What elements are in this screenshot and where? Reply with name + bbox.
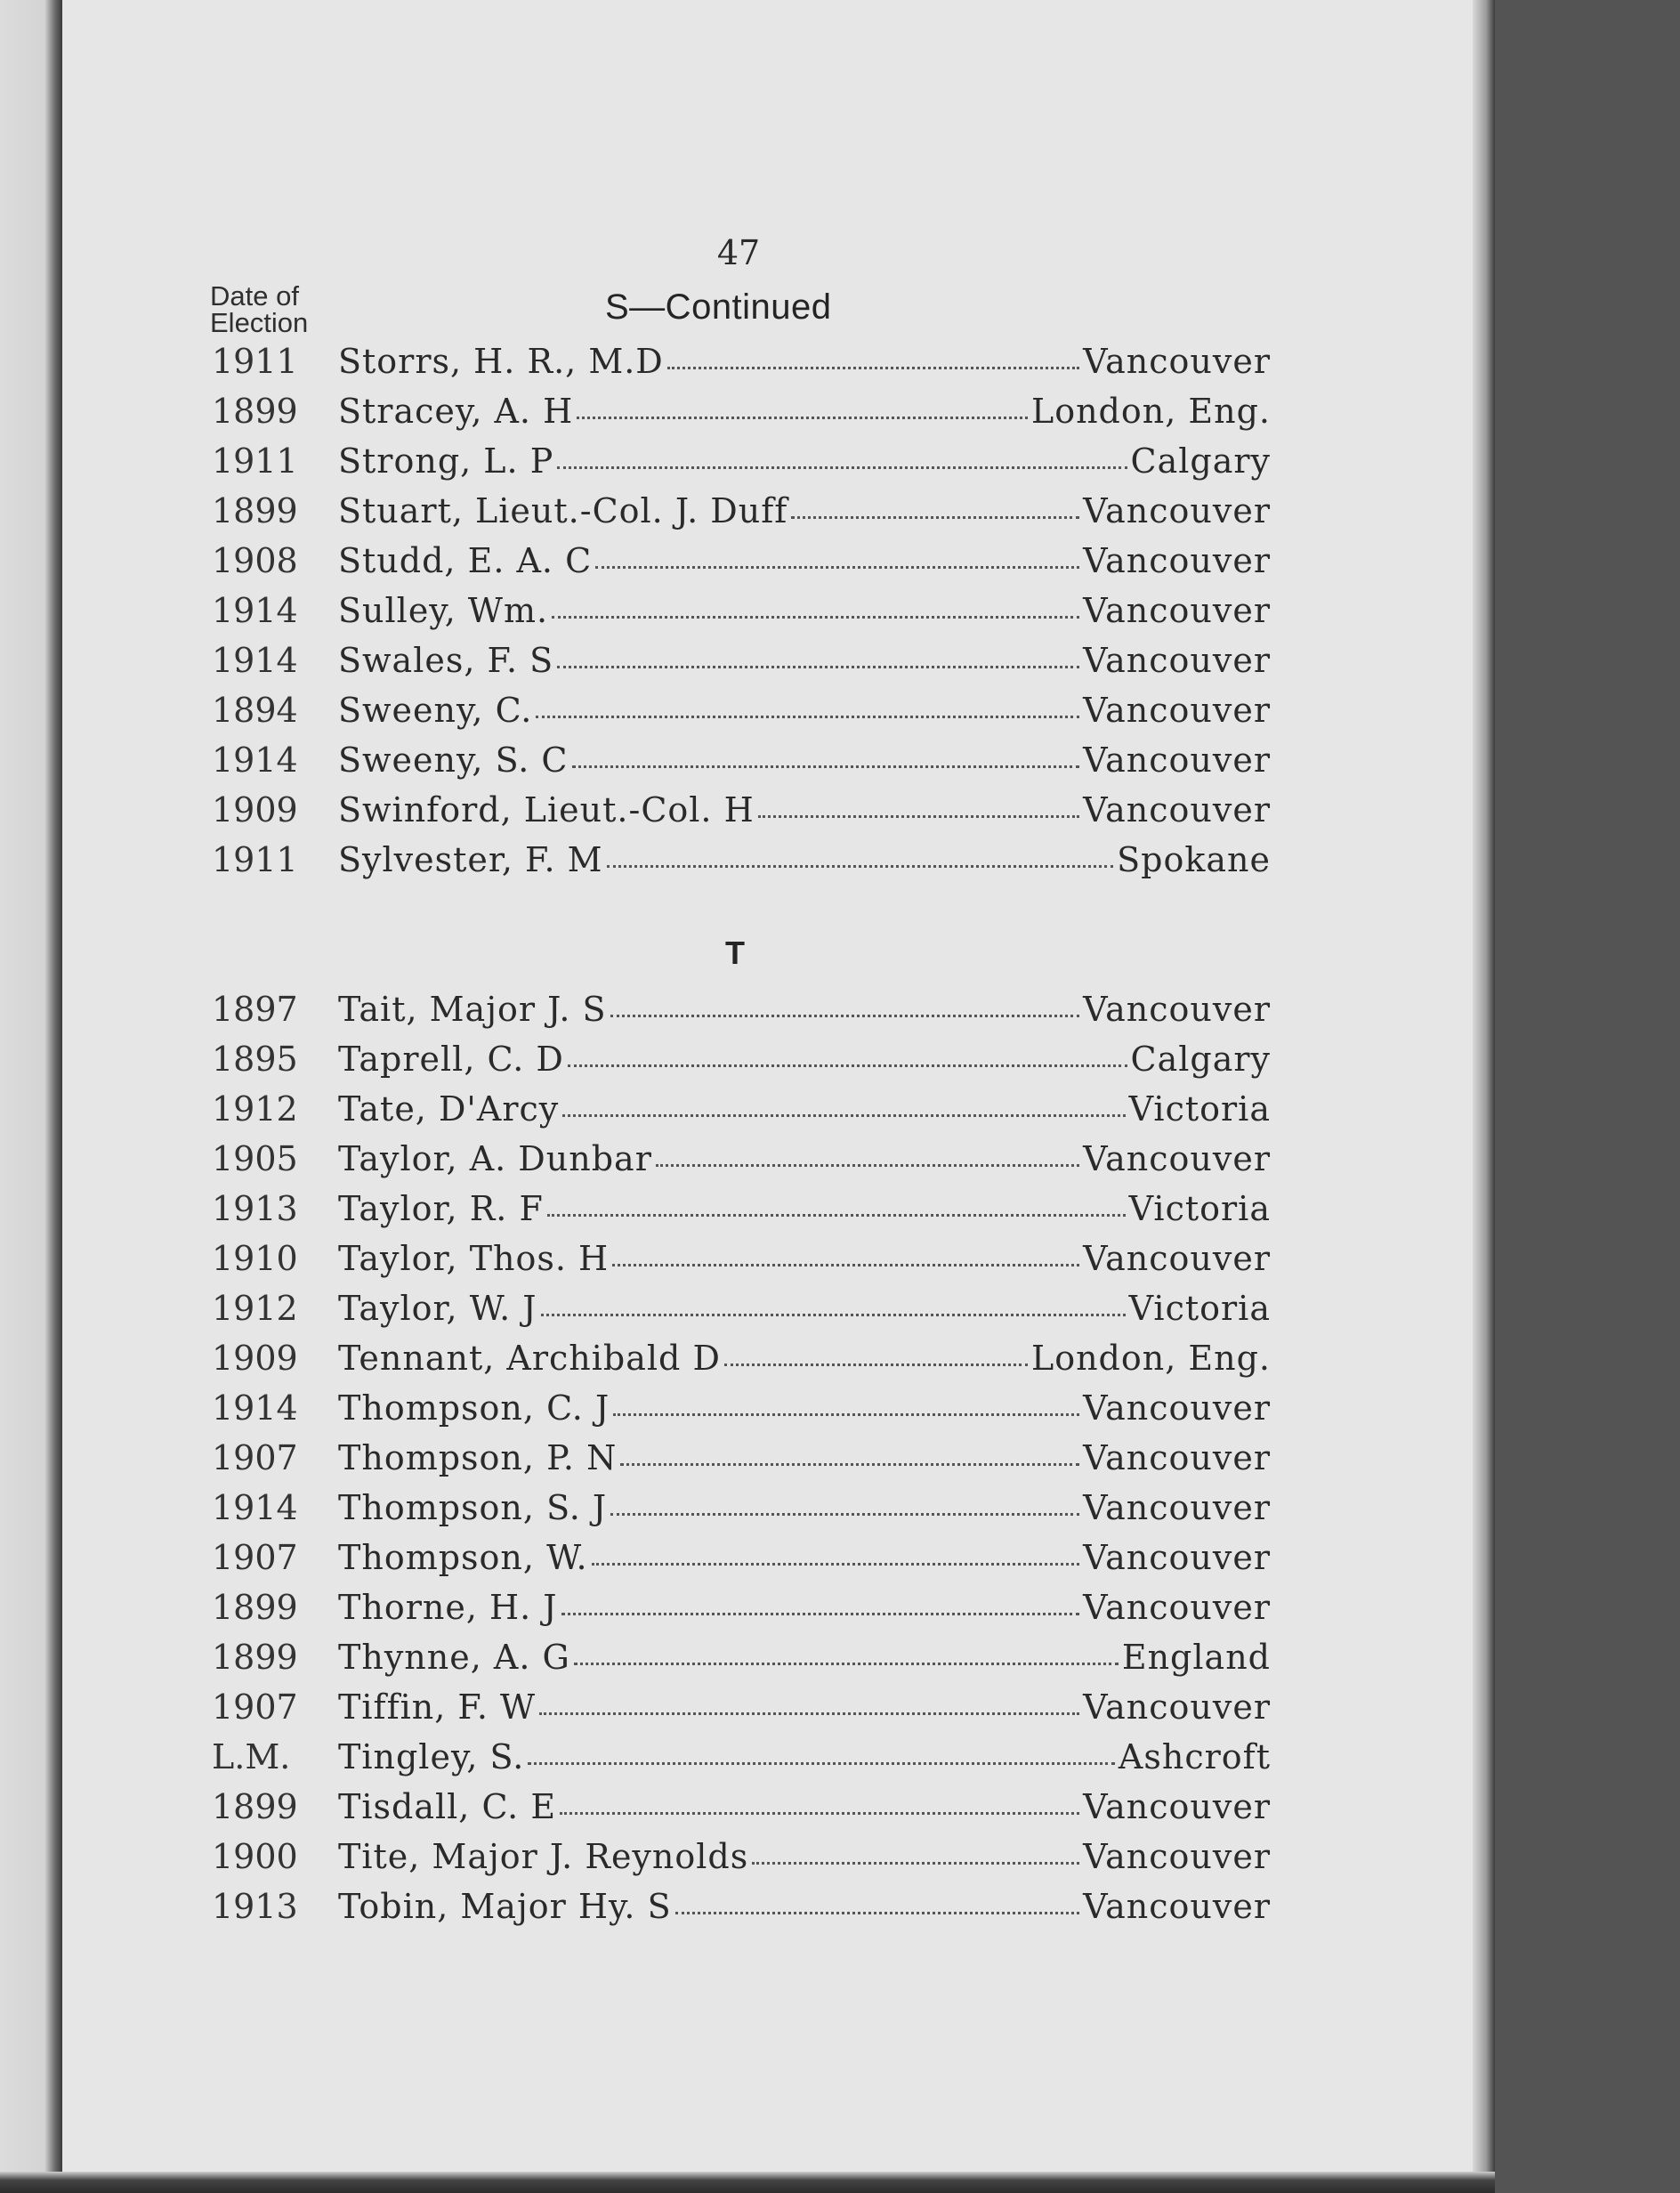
dot-leader [568, 1064, 1127, 1067]
list-item [212, 1488, 1271, 1538]
list-item [212, 1139, 1271, 1189]
section-s-list [212, 342, 1271, 890]
member-name: Storrs, H. R., M.D [338, 342, 664, 381]
election-year: 1899 [212, 392, 298, 431]
list-item [212, 491, 1271, 541]
member-name: Taylor, Thos. H [338, 1239, 610, 1278]
list-item [212, 1687, 1271, 1737]
dot-leader [561, 1613, 1080, 1615]
election-year: 1911 [212, 840, 298, 879]
member-name: Taylor, R. F [338, 1189, 544, 1228]
date-of-election-heading [210, 280, 309, 338]
election-year: 1897 [212, 990, 298, 1029]
election-year: 1909 [212, 790, 298, 829]
election-year: 1907 [212, 1687, 298, 1727]
member-location: Vancouver [1083, 790, 1271, 829]
dot-leader [557, 466, 1127, 469]
list-item [212, 840, 1271, 890]
dot-leader [752, 1862, 1079, 1865]
election-year: 1905 [212, 1139, 298, 1178]
list-item [212, 1239, 1271, 1289]
election-year: 1914 [212, 1388, 298, 1428]
dot-leader [574, 1663, 1119, 1665]
member-location: England [1121, 1638, 1271, 1677]
dot-leader [562, 1114, 1125, 1117]
election-year: 1912 [212, 1289, 298, 1328]
member-location: Vancouver [1083, 541, 1271, 580]
election-year: 1914 [212, 740, 298, 780]
member-name: Sulley, Wm. [338, 591, 549, 630]
section-s-title: S—Continued [605, 287, 832, 327]
scanner-background [1495, 0, 1680, 2193]
dot-leader [595, 566, 1079, 569]
member-location: Vancouver [1083, 491, 1271, 530]
member-name: Sweeny, C. [338, 691, 533, 730]
dot-leader [791, 516, 1079, 519]
member-location: Victoria [1128, 1289, 1271, 1328]
member-location: Vancouver [1083, 1588, 1271, 1627]
list-item [212, 1089, 1271, 1139]
member-name: Swinford, Lieut.-Col. H [338, 790, 755, 829]
date-heading-line-2: Election [210, 307, 309, 338]
list-item [212, 1339, 1271, 1388]
election-year: 1910 [212, 1239, 298, 1278]
scan-bottom-edge [0, 2172, 1495, 2193]
member-name: Tennant, Archibald D [338, 1339, 721, 1378]
dot-leader [547, 1214, 1126, 1217]
member-location: Vancouver [1083, 591, 1271, 630]
election-year: 1914 [212, 1488, 298, 1527]
member-location: Victoria [1128, 1089, 1271, 1129]
list-item [212, 1837, 1271, 1887]
scan-left-margin [0, 0, 62, 2193]
member-location: Spokane [1117, 840, 1271, 879]
election-year: 1914 [212, 591, 298, 630]
election-year: 1900 [212, 1837, 298, 1876]
election-year: 1899 [212, 1588, 298, 1627]
member-name: Thompson, C. J [338, 1388, 610, 1428]
member-name: Tait, Major J. S [338, 990, 607, 1029]
dot-leader [610, 1015, 1080, 1017]
election-year: 1899 [212, 1787, 298, 1826]
dot-leader [667, 367, 1079, 369]
member-name: Thompson, P. N [338, 1438, 618, 1477]
dot-leader [557, 666, 1079, 668]
member-location: Vancouver [1083, 990, 1271, 1029]
member-name: Tite, Major J. Reynolds [338, 1837, 749, 1876]
election-year: 1911 [212, 342, 298, 381]
list-item [212, 1638, 1271, 1687]
member-location: Vancouver [1083, 1239, 1271, 1278]
dot-leader [656, 1164, 1079, 1167]
dot-leader [607, 865, 1114, 868]
member-location: London, Eng. [1030, 392, 1271, 431]
election-year: 1899 [212, 1638, 298, 1677]
member-location: Ashcroft [1118, 1737, 1271, 1776]
member-location: Calgary [1130, 1040, 1271, 1079]
dot-leader [577, 417, 1028, 419]
member-location: Vancouver [1083, 691, 1271, 730]
list-item [212, 1040, 1271, 1089]
election-year: 1907 [212, 1438, 298, 1477]
member-location: Vancouver [1083, 1488, 1271, 1527]
member-location: London, Eng. [1030, 1339, 1271, 1378]
list-item [212, 1388, 1271, 1438]
member-name: Thorne, H. J [338, 1588, 558, 1627]
member-location: Calgary [1130, 441, 1271, 481]
dot-leader [613, 1413, 1079, 1416]
member-location: Vancouver [1083, 1887, 1271, 1926]
list-item [212, 1438, 1271, 1488]
dot-leader [528, 1762, 1115, 1765]
election-year: 1895 [212, 1040, 298, 1079]
list-item [212, 1289, 1271, 1339]
election-year: 1907 [212, 1538, 298, 1577]
election-year: 1899 [212, 491, 298, 530]
member-name: Sylvester, F. M [338, 840, 603, 879]
member-name: Swales, F. S [338, 641, 554, 680]
list-item [212, 1189, 1271, 1239]
dot-leader [541, 1314, 1126, 1316]
member-name: Sweeny, S. C [338, 740, 569, 780]
list-item [212, 691, 1271, 740]
election-year: 1909 [212, 1339, 298, 1378]
member-location: Vancouver [1083, 1139, 1271, 1178]
list-item [212, 1588, 1271, 1638]
member-name: Taprell, C. D [338, 1040, 564, 1079]
election-year: 1894 [212, 691, 298, 730]
member-name: Strong, L. P [338, 441, 554, 481]
member-location: Vancouver [1083, 1837, 1271, 1876]
member-name: Thompson, W. [338, 1538, 588, 1577]
list-item [212, 1737, 1271, 1787]
list-item [212, 641, 1271, 691]
member-location: Vancouver [1083, 641, 1271, 680]
list-item [212, 990, 1271, 1040]
dot-leader [572, 765, 1080, 768]
dot-leader [612, 1264, 1079, 1266]
election-year: 1912 [212, 1089, 298, 1129]
list-item [212, 1887, 1271, 1937]
date-heading-line-1: Date of [210, 280, 299, 312]
list-item [212, 392, 1271, 441]
election-year: 1908 [212, 541, 298, 580]
list-item [212, 1538, 1271, 1588]
list-item [212, 591, 1271, 641]
dot-leader [539, 1712, 1079, 1715]
list-item [212, 1787, 1271, 1837]
dot-leader [536, 716, 1079, 718]
member-name: Taylor, W. J [338, 1289, 537, 1328]
member-name: Tobin, Major Hy. S [338, 1887, 672, 1926]
member-location: Vancouver [1083, 1787, 1271, 1826]
page-number: 47 [716, 233, 761, 272]
page-edge [1473, 0, 1495, 2193]
election-year: 1913 [212, 1189, 298, 1228]
member-name: Tiffin, F. W [338, 1687, 537, 1727]
member-location: Vancouver [1083, 740, 1271, 780]
dot-leader [620, 1463, 1079, 1466]
dot-leader [758, 815, 1079, 818]
member-name: Thompson, S. J [338, 1488, 608, 1527]
member-location: Vancouver [1083, 1388, 1271, 1428]
member-name: Taylor, A. Dunbar [338, 1139, 652, 1178]
election-year: 1913 [212, 1887, 298, 1926]
member-name: Tisdall, C. E [338, 1787, 557, 1826]
list-item [212, 441, 1271, 491]
list-item [212, 740, 1271, 790]
member-location: Vancouver [1083, 1538, 1271, 1577]
member-name: Stracey, A. H [338, 392, 574, 431]
member-name: Tingley, S. [338, 1737, 525, 1776]
member-location: Victoria [1128, 1189, 1271, 1228]
member-name: Thynne, A. G [338, 1638, 570, 1677]
election-year: L.M. [212, 1737, 291, 1776]
dot-leader [552, 616, 1079, 619]
member-location: Vancouver [1083, 342, 1271, 381]
dot-leader [610, 1513, 1079, 1516]
member-location: Vancouver [1083, 1687, 1271, 1727]
section-t-list [212, 990, 1271, 1937]
section-t-title: T [725, 935, 746, 971]
member-location: Vancouver [1083, 1438, 1271, 1477]
election-year: 1914 [212, 641, 298, 680]
member-name: Stuart, Lieut.-Col. J. Duff [338, 491, 788, 530]
dot-leader [592, 1563, 1080, 1566]
list-item [212, 790, 1271, 840]
dot-leader [724, 1364, 1028, 1366]
dot-leader [560, 1812, 1079, 1815]
dot-leader [675, 1912, 1080, 1914]
list-item [212, 541, 1271, 591]
member-name: Studd, E. A. C [338, 541, 593, 580]
list-item [212, 342, 1271, 392]
member-name: Tate, D'Arcy [338, 1089, 560, 1129]
election-year: 1911 [212, 441, 298, 481]
